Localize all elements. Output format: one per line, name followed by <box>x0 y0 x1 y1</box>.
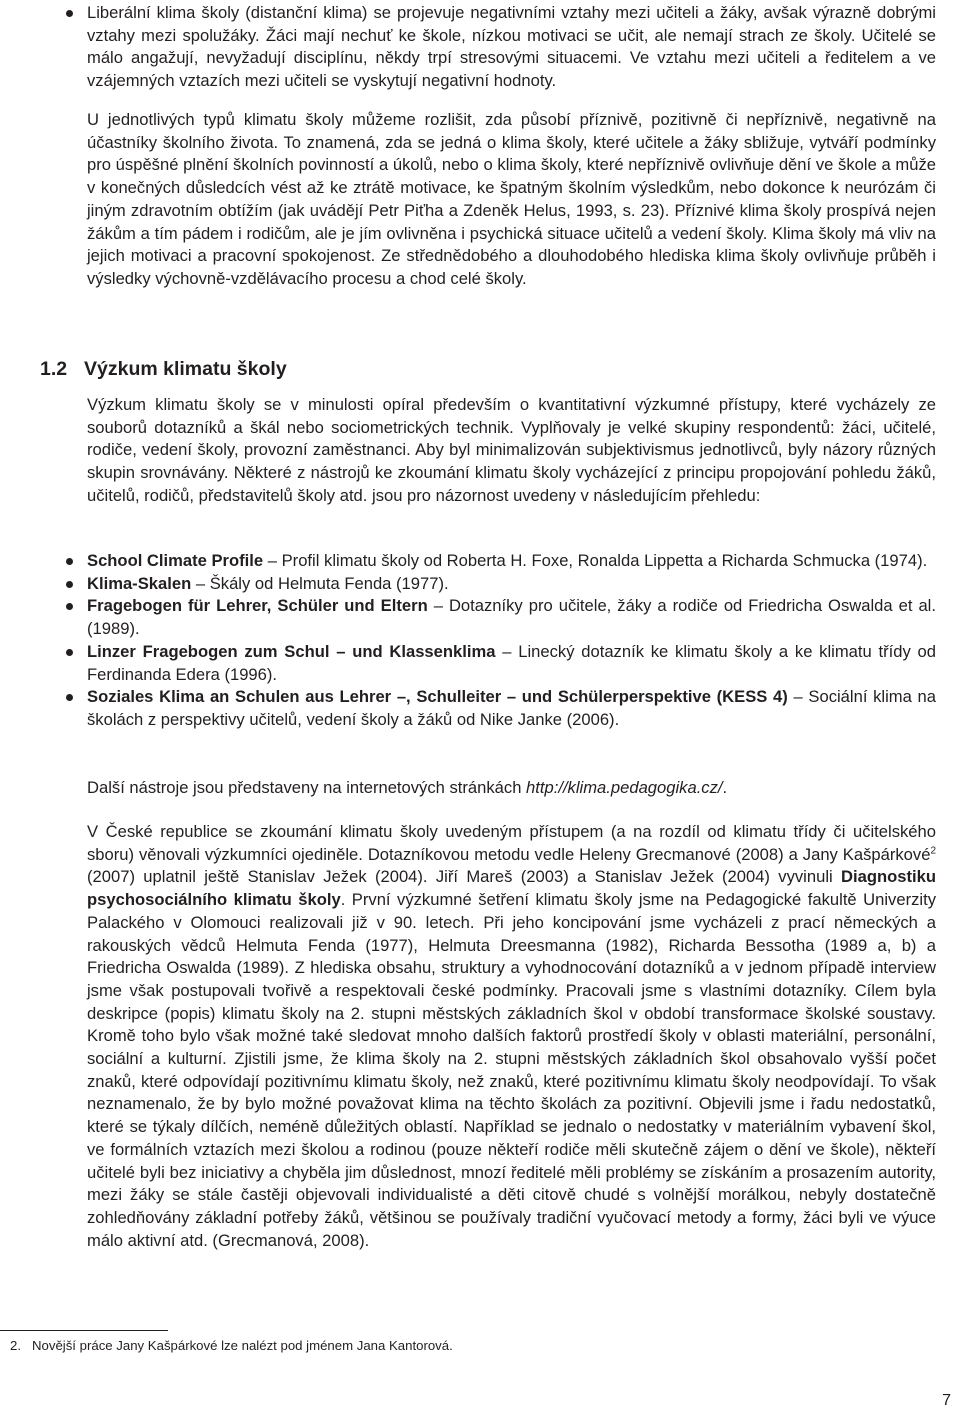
dash-separator: – <box>267 551 277 570</box>
paragraph-more-tools <box>87 777 936 800</box>
dash-separator: – <box>793 687 803 707</box>
list-item <box>64 2 936 93</box>
list-item <box>64 550 936 573</box>
bullet-icon <box>66 694 73 701</box>
list-item <box>64 595 936 640</box>
tool-description: Dotazníky pro učitele, žáky a rodiče od Friedricha Oswalda et al. (1989). <box>87 596 936 639</box>
section-number: 1.2 <box>40 358 68 380</box>
bullet-icon <box>66 649 73 656</box>
czech-research-text-2: (2007) uplatnil ještě Stanislav Ježek (2004). Jiří Mareš (2003) a Stanislav Ježek (2004) vyvinuli <box>87 867 842 887</box>
footnote-reference[interactable]: 2 <box>930 845 936 857</box>
footnote <box>10 1337 453 1355</box>
tool-description: Linecký dotazník ke klimatu školy a ke klimatu třídy od Ferdinanda Edera (1996). <box>87 641 936 684</box>
section-title: Výzkum klimatu školy <box>84 358 287 380</box>
dash-separator: – <box>195 573 206 593</box>
tool-name: Soziales Klima an Schulen aus Lehrer –, Schulleiter – und Schülerperspektive (KESS 4) <box>87 687 788 707</box>
czech-research-text-1: V České republice se zkoumání klimatu školy uvedeným přístupem (a na rozdíl od klimatu třídy či učitelského sboru) věnovali výzkumníci ojediněle. Dotazníkovou metodu vedle Heleny Grecmanové (2008) a Jany Kašpárkové <box>87 822 936 864</box>
bullet-icon <box>66 558 73 565</box>
tool-name: School Climate Profile <box>87 551 264 570</box>
tool-description: Škály od Helmuta Fenda (1977). <box>209 573 449 593</box>
list-item <box>64 573 936 596</box>
tools-list <box>64 550 936 732</box>
tool-name: Fragebogen für Lehrer, Schüler und Eltern <box>87 596 428 616</box>
footnote-divider <box>0 1330 168 1331</box>
paragraph-czech-research <box>87 821 936 1252</box>
footnote-text: Novější práce Jany Kašpárkové lze nalézt pod jménem Jana Kantorová. <box>32 1338 453 1353</box>
tool-description: Sociální klima na školách z perspektivy učitelů, vedení školy a žáků od Nike Janke (2006). <box>87 687 936 729</box>
intro-bullet-block <box>64 2 936 93</box>
tool-description: Profil klimatu školy od Roberta H. Foxe, Ronalda Lippetta a Richarda Schmucka (1974). <box>281 551 928 570</box>
bullet-icon <box>66 10 73 17</box>
more-tools-text: Další nástroje jsou představeny na internetových stránkách <box>87 778 527 797</box>
tool-name: Linzer Fragebogen zum Schul – und Klassenklima <box>87 641 496 661</box>
page-number: 7 <box>942 1392 951 1409</box>
dash-separator: – <box>433 596 443 616</box>
czech-research-text-3: . První výzkumné šetření klimatu školy jsme na Pedagogické fakultě Univerzity Palackého v Olomouci realizovali již v 90. letech. Při jeho koncipování jsme vycházeli z prací německých a rakouských vědců Helmuta Fenda (1977), Helmuta Dreesmanna (1982), Richarda Bessotha (1989 a, b) a Friedricha Oswalda (1989). Z hlediska obsahu, struktury a vyhodnocování dotazníků a v jednom případě interview jsme však postupovali tvořivě a respektovali české podmínky. Pracovali jsme s vlastními dotazníky. Cílem byla deskripce (popis) klimatu školy na 2. stupni městských základních škol v období transformace školské soustavy. Kromě toho bylo však možné také sledovat mnoho dalších faktorů prostředí školy v oblasti materiální, personální, sociální a kulturní. Zjistili jsme, že klima školy na 2. stupni městských základních škol obsahovalo vyšší počet znaků, které odpovídají pozitivnímu klimatu školy, než znaků, které pozitivnímu klimatu školy neodpovídají. To však neznamenalo, že by bylo možné považovat klima na těchto školách za pozitivní. Objevili jsme i řadu nedostatků, které se týkaly dílčích, neméně důležitých oblastí. Například se jednalo o nedostatky v materiálním vybavení škol, ve formálních vztazích mezi školou a rodinou (pouze někteří rodiče měli skutečně zájem o dění ve škole), někteří učitelé byli bez iniciativy a chyběla jim důslednost, mnozí ředitelé měli problémy se získáním a prosazením autority, mezi žáky se stále častěji objevovali individualisté a děti citově chudé s volnější morálkou, nebyly dostatečně zohledňovány základní potřeby žáků, většinou se používaly tradiční vyučovací metody a formy, žáci byli ve výuce málo aktivní atd. (Grecmanová, 2008). <box>87 890 936 1250</box>
section-heading <box>40 356 287 382</box>
tool-name: Klima-Skalen <box>87 573 192 593</box>
bullet-icon <box>66 603 73 610</box>
list-item <box>64 641 936 686</box>
paragraph-climate-types: U jednotlivých typů klimatu školy můžeme rozlišit, zda působí příznivě, pozitivně či nepříznivě, negativně na účastníky školního života. To znamená, zda se jedná o klima školy, které učitele a žáky sbližuje, vytváří podmínky pro úspěšné plnění školních povinností a úkolů, nebo o klima školy, které nepříznivě ovlivňuje dění ve škole a může v konečných důsledcích vést až ke ztrátě motivace, ke špatným školním výsledkům, nebo dokonce k neurózám či jiným zdravotním obtížím (jak uvádějí Petr Piťha a Zdeněk Helus, 1993, s. 23). Příznivé klima školy prospívá nejen žákům a tím pádem i rodičům, ale je jím ovlivněna i psychická situace učitelů a vedení školy. Klima školy má vliv na jejich motivaci a pracovní spokojenost. Ze střednědobého a dlouhodobého hlediska klima školy ovlivňuje průběh i výsledky výchovně-vzdělávacího procesu a chod celé školy. <box>87 110 936 288</box>
website-link[interactable]: http://klima.pedagogika.cz/ <box>526 778 723 797</box>
list-item <box>64 686 936 731</box>
footnote-number: 2. <box>10 1338 21 1353</box>
bullet-icon <box>66 581 73 588</box>
intro-bullet-text: Liberální klima školy (distanční klima) se projevuje negativními vztahy mezi učiteli a žáky, avšak výrazně dobrými vztahy mezi spolužáky. Žáci mají nechuť ke škole, nízkou motivaci se učit, ale nemají strach ze školy. Učitelé se málo angažují, nevyžadují disciplínu, někdy trpí stresovými situacemi. Ve vztahu mezi učiteli a ředitelem a ve vzájemných vztazích mezi učiteli se vyskytují negativní hodnoty. <box>87 3 936 91</box>
diagnostics-title: Diagnostiku psychosociálního klimatu školy <box>87 867 936 910</box>
dash-separator: – <box>502 641 512 661</box>
sentence-end: . <box>722 778 728 797</box>
paragraph-research: Výzkum klimatu školy se v minulosti opíral především o kvantitativní výzkumné přístupy, které vycházely ze souborů dotazníků a škál nebo sociometrických technik. Vyplňovaly je velké skupiny respondentů: žáci, učitelé, rodiče, vedení školy, provozní zaměstnanci. Aby byl minimalizován subjektivismus jednotlivců, byly názory různých skupin srovnávány. Některé z nástrojů ke zkoumání klimatu školy vycházející z principu propojování pohledu žáků, učitelů, rodičů, představitelů školy atd. jsou pro názornost uvedeny v následujícím přehledu: <box>87 395 936 505</box>
